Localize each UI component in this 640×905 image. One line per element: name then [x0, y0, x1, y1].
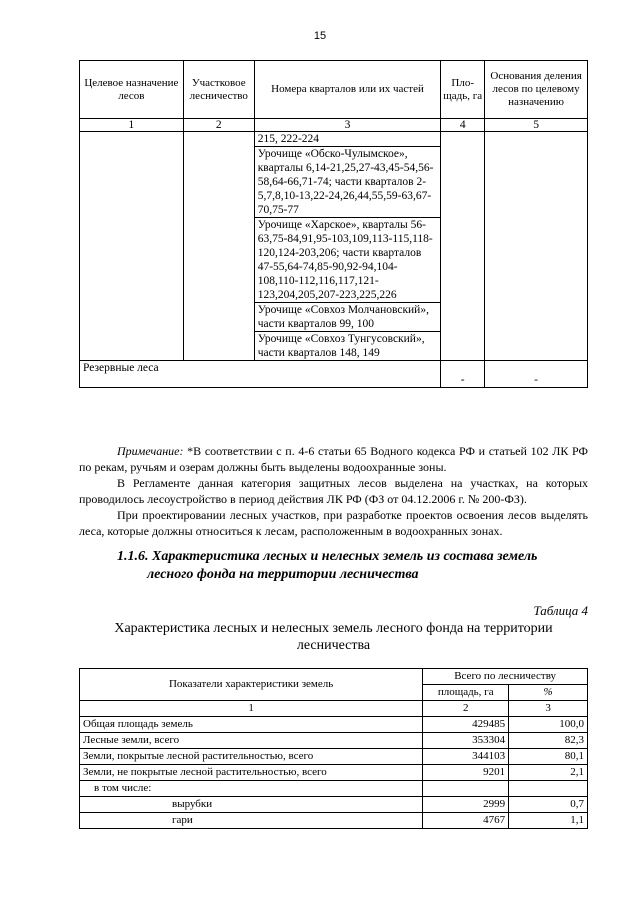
reserve-forests-label: Резервные леса — [80, 361, 441, 388]
col-number: 2 — [183, 119, 254, 132]
note-paragraph-3: При проектировании лесных участков, при разработке проектов освоения лесов выделять леса, которые должны относиться к лесам, расположенным в водоохранных зонах. — [79, 508, 588, 538]
header-quarters: Номера кварталов или их частей — [254, 61, 441, 119]
table-row: гари 4767 1,1 — [80, 813, 588, 829]
header-area: площадь, га — [423, 685, 509, 701]
header-percent: % — [509, 685, 588, 701]
col-number: 2 — [423, 701, 509, 717]
col-number: 3 — [254, 119, 441, 132]
table-row: Общая площадь земель 429485 100,0 — [80, 717, 588, 733]
col-number: 1 — [80, 119, 184, 132]
section-heading — [79, 548, 588, 584]
note — [79, 443, 588, 539]
header-area: Пло-щадь, га — [441, 61, 485, 119]
note-label: Примечание: — [117, 444, 184, 458]
note-paragraph-2: В Регламенте данная категория защитных лесов выделена на участках, на которых проводилось лесоустройство в период действия ЛК РФ (ФЗ от 04.12.2006 г. № 200-ФЗ). — [79, 476, 588, 506]
basis-cell — [485, 132, 588, 361]
district-cell — [183, 132, 254, 361]
section-heading-line-2: лесного фонда на территории лесничества — [147, 567, 419, 582]
header-total: Всего по лесничеству — [423, 669, 588, 685]
col-number: 5 — [485, 119, 588, 132]
area-cell — [441, 132, 485, 361]
header-purpose: Целевое назначение лесов — [80, 61, 184, 119]
section-heading-line-1: 1.1.6. Характеристика лесных и нелесных земель из состава земель — [117, 549, 538, 564]
quarters-block: Урочище «Обско-Чулымское», кварталы 6,14-21,25,27-43,45-54,56-58,64-66,71-74; части кварталов 2-5,7,8,10-13,22-24,26,44,55,59-63,67-70,75-77 — [254, 147, 441, 218]
note-paragraph-1: Примечание: *В соответствии с п. 4-6 статьи 65 Водного кодекса РФ и статьей 102 ЛК РФ по рекам, ручьям и озерам должны быть выделены водоохранные зоны. — [79, 444, 588, 474]
header-district: Участковое лесничество — [183, 61, 254, 119]
header-indicator: Показатели характеристики земель — [80, 669, 423, 701]
reserve-basis: - — [485, 361, 588, 388]
purpose-cell — [80, 132, 184, 361]
quarters-block: 215, 222-224 — [254, 132, 441, 147]
quarters-block: Урочище «Совхоз Молчановский», части кварталов 99, 100 — [254, 303, 441, 332]
quarters-block: Урочище «Харское», кварталы 56-63,75-84,91,95-103,109,113-115,118-120,124-203,206; части кварталов 47-55,64-74,85-90,92-94,104-108,110-112,116,117,121-123,204,205,207-223,225,226 — [254, 218, 441, 303]
reserve-area: - — [441, 361, 485, 388]
table-row: вырубки 2999 0,7 — [80, 797, 588, 813]
col-number: 1 — [80, 701, 423, 717]
table-row: Земли, покрытые лесной растительностью, всего 344103 80,1 — [80, 749, 588, 765]
header-basis: Основания деления лесов по целевому назначению — [485, 61, 588, 119]
col-number: 3 — [509, 701, 588, 717]
table-label: Таблица 4 — [533, 603, 588, 618]
forest-purpose-table — [79, 60, 588, 388]
quarters-block: Урочище «Совхоз Тунгусовский», части кварталов 148, 149 — [254, 332, 441, 361]
page-number: 15 — [313, 30, 327, 42]
table-row: Лесные земли, всего 353304 82,3 — [80, 733, 588, 749]
table-row: в том числе: — [80, 781, 588, 797]
land-characteristics-table — [79, 668, 588, 829]
col-number: 4 — [441, 119, 485, 132]
table-row: Земли, не покрытые лесной растительностью, всего 9201 2,1 — [80, 765, 588, 781]
table-title: Характеристика лесных и нелесных земель лесного фонда на территории лесничества — [114, 621, 553, 653]
